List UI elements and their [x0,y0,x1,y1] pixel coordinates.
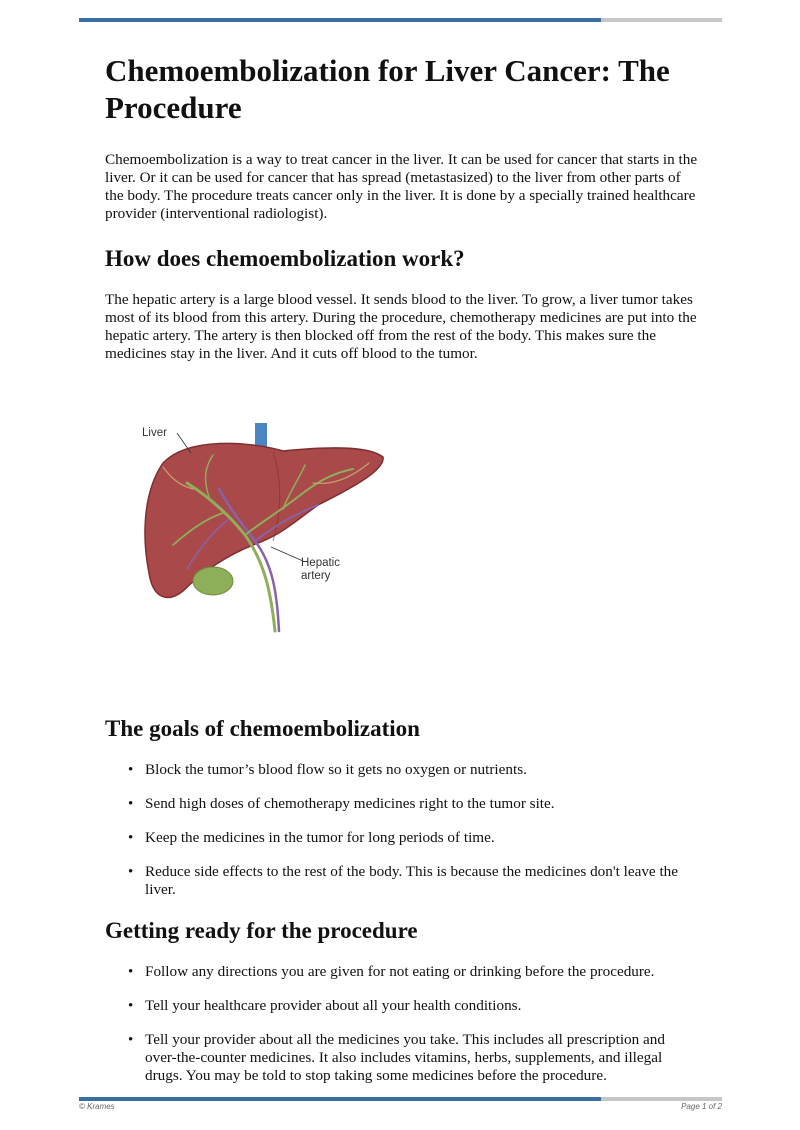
bullet-icon: • [128,762,134,778]
bottom-rule-track [601,1097,722,1101]
list-item: • Send high doses of chemotherapy medicines right to the tumor site. [128,795,555,812]
bottom-rule [79,1097,722,1101]
bottom-rule-accent [79,1097,601,1101]
goals-list [105,761,700,899]
list-item: • Tell your healthcare provider about all your health conditions. [128,997,522,1014]
list-item: • Follow any directions you are given for not eating or drinking before the procedure. [128,963,655,980]
list-item: • Keep the medicines in the tumor for long periods of time. [128,829,495,846]
top-rule-track [601,18,722,22]
document-body [105,52,700,1103]
bullet-icon: • [128,964,134,980]
liver-illustration [105,401,700,687]
heading-getting-ready: Getting ready for the procedure [105,918,418,943]
heading-how-it-works: How does chemoembolization work? [105,246,465,271]
bullet-icon: • [128,998,134,1014]
how-it-works-paragraph: The hepatic artery is a large blood vessel. It sends blood to the liver. To grow, a liver tumor takes most of its blood from this artery. During the procedure, chemotherapy medicines are put into the hepatic artery. The artery is then blocked off from the rest of the body. This makes sure the medicines stay in the liver. And it cuts off blood to the tumor. [105,291,697,362]
intro-paragraph: Chemoembolization is a way to treat cancer in the liver. It can be used for cancer that starts in the liver. Or it can be used for cancer that has spread (metastasized) to the liver from other parts of the body. The procedure treats cancer only in the liver. It is done by a specially trained healthcare provider (interventional radiologist). [105,151,698,222]
list-item: • Block the tumor’s blood flow so it gets no oxygen or nutrients. [128,761,527,778]
gallbladder-shape [193,567,233,595]
heading-goals: The goals of chemoembolization [105,716,420,741]
bullet-icon: • [128,830,134,846]
liver-artery-image [133,423,393,633]
list-item: • Reduce side effects to the rest of the body. This is because the medicines don't leave the liver. [128,863,679,898]
footer-copyright: © Krames [79,1102,115,1111]
bullet-icon: • [128,1032,134,1048]
liver-label: Liver [142,427,167,439]
list-item: • Tell your provider about all the medicines you take. This includes all prescription and over-the-counter medicines. It also includes vitamins, herbs, supplements, and illegal drugs. You may be told to stop taking some medicines before the procedure. [128,1031,665,1084]
top-rule-accent [79,18,601,22]
bullet-icon: • [128,796,134,812]
hepatic-artery-label: Hepatic artery [301,557,340,582]
bullet-icon: • [128,864,134,880]
page-title: Chemoembolization for Liver Cancer: The Procedure [105,53,670,125]
footer-page-number: Page 1 of 2 [681,1102,722,1111]
top-rule [79,18,722,22]
getting-ready-list [105,963,700,1085]
